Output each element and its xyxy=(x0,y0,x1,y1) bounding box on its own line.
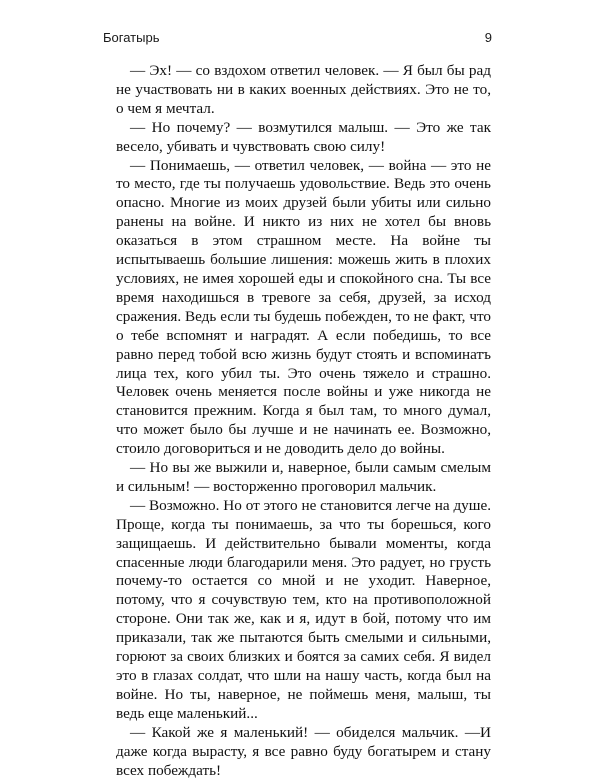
paragraph: — Возможно. Но от этого не становится легче на душе. Проще, когда ты понимаешь, за что ты борешься, кого защищаешь. И действительно бывали моменты, когда спасенные люди благодарили меня. Это радует, но грусть почему-то остается со мной и не уходит. Наверное, потому, что я сочувствую тем, кто на противоположной стороне. Они так же, как и я, идут в бой, потому что им приказали, так же пытаются быть смелыми и сильными, горюют за своих близких и боятся за самих себя. Я видел это в глазах солдат, что шли на нашу часть, когда был на войне. Но ты, наверное, не поймешь меня, малыш, ты ведь еще маленький... xyxy=(116,496,491,722)
body-text xyxy=(116,62,491,780)
paragraph: — Понимаешь, — ответил человек, — война — это не то место, где ты получаешь удовольствие. Ведь это очень опасно. Многие из моих друзей были убиты или сильно ранены на войне. И никто из них не хотел бы вновь оказаться в этом страшном месте. На войне ты испытываешь большие лишения: можешь жить в плохих условиях, не имея хорошей еды и спокойного сна. Ты все время находишься в тревоге за себя, друзей, за исход сражения. Ведь если ты будешь побежден, то не факт, что о тебе вспомнят и наградят. А если победишь, то все равно перед тобой всю жизнь будут стоять и вспоминатъ лица тех, кого убил ты. Это очень тяжело и страшно. Человек очень меняется после войны и уже никогда не становится прежним. Когда я был там, то много думал, что может было бы лучше и не начинать ее. Возможно, стоило договориться и не доводить дело до войны. xyxy=(116,156,491,458)
paragraph: — Но почему? — возмутился малыш. — Это же так весело, убивать и чувствовать свою силу! xyxy=(116,118,491,155)
page-number: 9 xyxy=(484,30,492,45)
running-header xyxy=(103,30,492,52)
paragraph: — Эх! — со вздохом ответил человек. — Я был бы рад не участвовать ни в каких военных действиях. Это не то, о чем я мечтал. xyxy=(116,62,491,117)
chapter-title: Богатырь xyxy=(103,30,160,45)
paragraph: — Какой же я маленький! — обиделся мальчик. —И даже когда вырасту, я все равно буду богатырем и стану всех побеждать! xyxy=(116,723,491,779)
paragraph: — Но вы же выжили и, наверное, были самым смелым и сильным! — восторженно проговорил мальчик. xyxy=(116,459,491,495)
